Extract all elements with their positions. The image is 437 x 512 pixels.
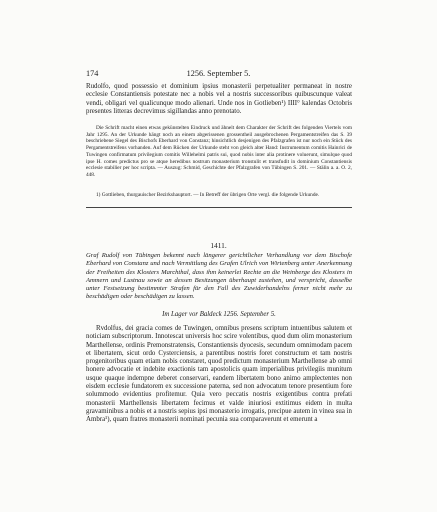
editorial-notes: Die Schrift macht einen etwas gekünstelten Eindruck und ähnelt dem Charakter der Schrift des folgenden Viertels vom Jahr 1295. An der Urkunde hängt noch an einem abgerissenen grossentheil ausgebrochenen Pergamentstreifen das S. 39 beschriebene Siegel des Bischofs Eberhard von Constanz; hinsichtlich desjenigen des Pfalzgrafen ist nur noch ein Stück des Pergamentstreifens vorhanden. Auf dem Rücken der Urkunde steht von gleich alter Hand: Instrumentum comitis Hainrici de Tuwingen confirmatum privilegium comitis Willehelmi patris sui, quod nobis inter alia protinere voluerunt, simulque quod ipse H. comes predictus pro se atque heredibus nostrum monasterium tronstulit et transfudit in dominium Constantiensis ecclesie stabilier per hoc scripta. — Auszug: Schmid, Geschichte der Pfalzgrafen von Tübingen S. 201. — Stälin a. a. O. 2, 448. [86, 125, 352, 178]
page-number: 174 [86, 69, 99, 78]
place-and-date: Im Lager vor Baldeck 1256. September 5. [162, 311, 276, 318]
header-date: 1256. September 5. [186, 69, 251, 78]
section-divider [86, 207, 352, 208]
document-summary: Graf Rudolf von Tübingen bekennt nach längerer gerichtlicher Verhandlung vor dem Bischofe Eberhard von Constanz und nach Vermittlung des Grafen Ulrich von Wirtenberg unter Anerkennung der Freiheiten des Klosters Marchthal, dass ihm keinerlei Rechte an die Weinberge des Klosters in Ammern und Lustnau sowie an dessen Besitzungen überhaupt zustehen, und verspricht, dasselbe unter Festsetzung bestimmter Strafen für den Fall des Zuwiderhandelns ferner nicht mehr zu beschädigen oder beschädigen zu lassen. [86, 252, 352, 301]
previous-charter-ending: Rudolfo, quod possessio et dominium ipsius monasterii perpetualiter permaneat in nostre ecclesie Constantiensis potestate nec a nobis vel a nostris successoribus quibuscunque valeat vendi, obligari vel qualicunque modo alienari. Unde nos in Gotlieben¹) IIII° kalendas Octobris presentes litteras decrevimus sigillandas anno prenotato. [86, 83, 352, 116]
charter-text: Rvdolfus, dei gracia comes de Tuwingen, omnibus presens scriptum intuentibus salutem et noticiam subscriptorum. Innotescat universis hoc scire volentibus, quod dum olim monasterium Marthellense, ordinis Premonstratensis, Constantiensis dyocesis, secundum omnimodam pacem et libertatem, sicut ordo Cysterciensis, a parentibus nostris foret constructum et tam nostris progenitoribus quam etiam nobis constaret, quod predictum monasterium Marthellense ab omni honere advocatie et indebite exactionis tam apostolicis quam imperialibus privilegiis munitum usque quaque indempne deberet conservari, eandem libertatem bono animo amplectentes non eisdem ecclesie fundatorem ex successione paterna, sed non advocatum tenore presentium fore solummodo evidentius profitemur. Quia vero peccatis nostris exigentibus contra prefati monasterii Marthellensis libertatem fecimus et valde iniuriosi extitimus eidem in multa gravaminibus a nobis et a nostris sepius ipsi monasterio irrogatis, precipue autem in vinea sua in Ambra¹), quam fratres monasterii nominati pecunia sua comparaverunt et emerunt a [86, 325, 352, 424]
document-number: 1411. [210, 241, 227, 250]
page-header [86, 69, 351, 79]
footnote: 1) Gottlieben, thurgauischer Bezirkshauptort. — In Betreff der übrigen Orte vergl. die folgende Urkunde. [96, 192, 320, 198]
